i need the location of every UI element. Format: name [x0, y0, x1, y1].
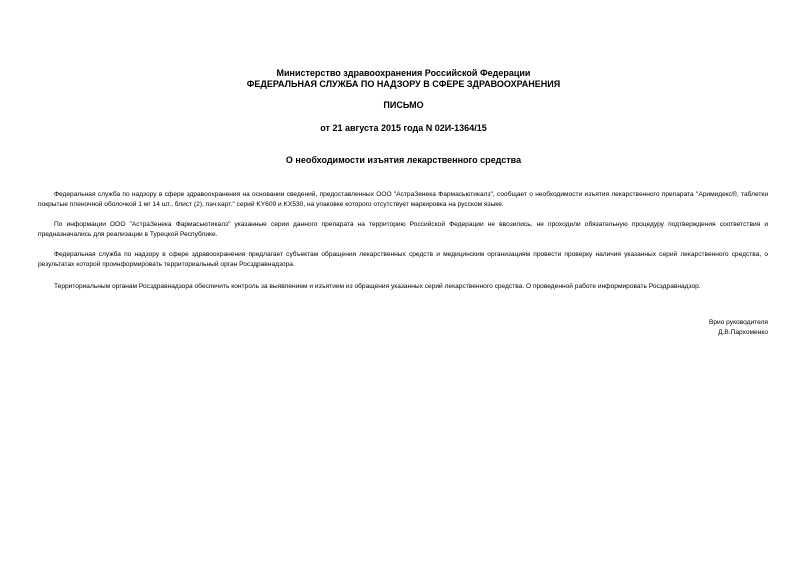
document-type-heading: ПИСЬМО — [383, 100, 424, 110]
body-paragraph-1: Федеральная служба по надзору в сфере здравоохранения на основании сведений, предоставленных ООО "АстраЗенека Фармасьютикалз", сообщает о необходимости изъятия лекарственного препарата "Аримидекс®, таблетки покрытые пленочной оболочкой 1 мг 14 шт., блист (2), пач.карт." серий KY609 и KX530, на упаковке которого отсутствует маркировка на русском языке. — [38, 190, 768, 208]
body-paragraph-2: По информации ООО "АстраЗенека Фармасьютикалз" указанные серии данного препарата на территорию Российской Федерации не ввозились, не проходили обязательную процедуру подтверждения соответствия и предназначались для реализации в Турецкой Республике. — [38, 220, 768, 238]
body-paragraph-3: Федеральная служба по надзору в сфере здравоохранения предлагает субъектам обращения лекарственных средств и медицинским организациям провести проверку наличия указанных серий лекарственного средства, о результатах которой проинформировать территориальный орган Росздравнадзора. — [38, 250, 768, 268]
service-heading: ФЕДЕРАЛЬНАЯ СЛУЖБА ПО НАДЗОРУ В СФЕРЕ ЗДРАВООХРАНЕНИЯ — [246, 79, 561, 89]
ministry-heading: Министерство здравоохранения Российской Федерации — [276, 68, 531, 78]
date-and-number: от 21 августа 2015 года N 02И-1364/15 — [320, 123, 487, 133]
signatory-name: Д.В.Пархоменко — [718, 329, 768, 336]
body-paragraph-4: Территориальным органам Росздравнадзора обеспечить контроль за выявлением и изъятием из обращения указанных серий лекарственного средства. О проведенной работе информировать Росздравнадзор. — [54, 282, 701, 290]
signatory-title: Врио руководителя — [708, 319, 768, 326]
letter-subject: О необходимости изъятия лекарственного средства — [285, 155, 522, 165]
